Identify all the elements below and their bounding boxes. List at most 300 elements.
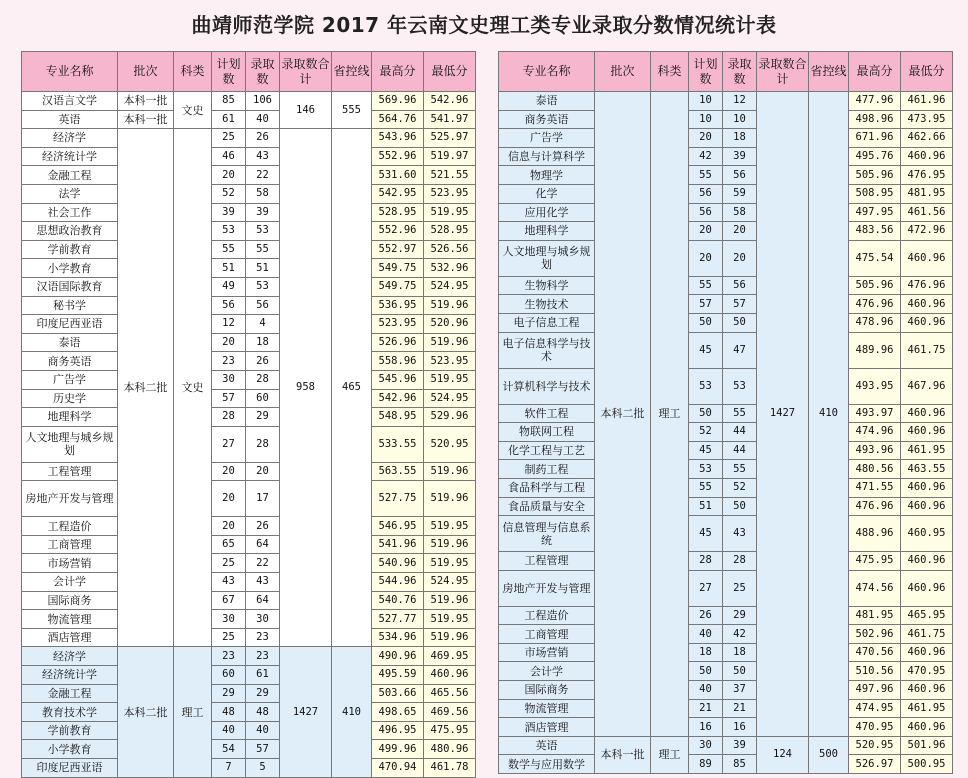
cell-major: 商务英语	[22, 352, 118, 371]
cell-line: 555	[332, 92, 372, 129]
cell-plan: 20	[212, 462, 246, 481]
cell-min: 461.75	[901, 625, 953, 644]
cell-max: 489.96	[849, 332, 901, 368]
cell-max: 498.96	[849, 110, 901, 129]
cell-max: 502.96	[849, 625, 901, 644]
cell-admit: 23	[246, 628, 280, 647]
cell-max: 474.96	[849, 423, 901, 442]
cell-admit: 42	[723, 625, 757, 644]
cell-admit: 55	[723, 460, 757, 479]
cell-admit: 50	[723, 313, 757, 332]
table-row	[22, 591, 476, 610]
cell-plan: 49	[212, 277, 246, 296]
table-row	[499, 295, 953, 314]
table-row	[22, 296, 476, 315]
cell-admit: 29	[723, 606, 757, 625]
cell-major: 人文地理与城乡规划	[22, 426, 118, 462]
table-row	[499, 570, 953, 606]
cell-min: 519.95	[424, 554, 476, 573]
cell-major: 电子信息科学与技术	[499, 332, 595, 368]
cell-total: 146	[280, 92, 332, 129]
cell-max: 493.96	[849, 441, 901, 460]
cell-line: 500	[809, 736, 849, 773]
cell-max: 483.56	[849, 222, 901, 241]
cell-min: 462.66	[901, 129, 953, 148]
header-plan: 计划数	[212, 52, 246, 92]
table-row	[499, 718, 953, 737]
cell-max: 526.96	[372, 333, 424, 352]
cell-min: 460.96	[901, 147, 953, 166]
cell-admit: 43	[246, 147, 280, 166]
cell-major: 学前教育	[22, 721, 118, 740]
cell-admit: 64	[246, 591, 280, 610]
cell-subject: 理工	[651, 92, 689, 737]
table-row	[22, 240, 476, 259]
cell-admit: 39	[246, 203, 280, 222]
header-line: 省控线	[332, 52, 372, 92]
table-row	[22, 92, 476, 111]
cell-plan: 56	[689, 184, 723, 203]
cell-plan: 27	[689, 570, 723, 606]
cell-subject: 理工	[651, 736, 689, 773]
cell-max: 569.96	[372, 92, 424, 111]
cell-max: 520.95	[849, 736, 901, 755]
cell-min: 541.97	[424, 110, 476, 129]
cell-max: 496.95	[372, 721, 424, 740]
cell-admit: 52	[723, 478, 757, 497]
cell-admit: 28	[723, 552, 757, 571]
cell-batch: 本科一批	[118, 110, 174, 129]
right-header-row	[499, 52, 953, 92]
cell-min: 473.95	[901, 110, 953, 129]
cell-admit: 30	[246, 610, 280, 629]
cell-plan: 57	[212, 389, 246, 408]
cell-max: 498.65	[372, 703, 424, 722]
cell-min: 461.95	[901, 699, 953, 718]
cell-plan: 16	[689, 718, 723, 737]
cell-min: 524.95	[424, 389, 476, 408]
cell-plan: 85	[212, 92, 246, 111]
cell-admit: 20	[723, 222, 757, 241]
cell-plan: 50	[689, 404, 723, 423]
cell-admit: 58	[723, 203, 757, 222]
cell-max: 480.56	[849, 460, 901, 479]
cell-major: 金融工程	[22, 684, 118, 703]
cell-min: 542.96	[424, 92, 476, 111]
cell-min: 460.96	[424, 666, 476, 685]
table-row	[22, 517, 476, 536]
cell-max: 552.97	[372, 240, 424, 259]
cell-major: 物联网工程	[499, 423, 595, 442]
cell-max: 548.95	[372, 408, 424, 427]
cell-admit: 55	[723, 404, 757, 423]
cell-batch: 本科一批	[118, 92, 174, 111]
cell-admit: 59	[723, 184, 757, 203]
cell-admit: 28	[246, 370, 280, 389]
cell-min: 524.95	[424, 277, 476, 296]
cell-admit: 50	[723, 662, 757, 681]
header-max: 最高分	[372, 52, 424, 92]
cell-plan: 45	[689, 332, 723, 368]
cell-plan: 45	[689, 516, 723, 552]
cell-plan: 89	[689, 755, 723, 774]
cell-min: 476.95	[901, 166, 953, 185]
table-row	[22, 721, 476, 740]
table-row	[22, 573, 476, 592]
cell-major: 广告学	[22, 370, 118, 389]
right-table-body	[499, 92, 953, 774]
table-row	[499, 606, 953, 625]
cell-admit: 56	[246, 296, 280, 315]
cell-max: 475.54	[849, 240, 901, 276]
cell-plan: 26	[689, 606, 723, 625]
cell-max: 471.55	[849, 478, 901, 497]
table-row	[499, 478, 953, 497]
table-row	[22, 481, 476, 517]
cell-major: 计算机科学与技术	[499, 368, 595, 404]
cell-min: 519.96	[424, 296, 476, 315]
cell-line: 410	[332, 647, 372, 777]
table-row	[499, 736, 953, 755]
cell-major: 软件工程	[499, 404, 595, 423]
cell-min: 461.75	[901, 332, 953, 368]
cell-max: 558.96	[372, 352, 424, 371]
header-total: 录取数合计	[757, 52, 809, 92]
cell-max: 476.96	[849, 295, 901, 314]
cell-major: 印度尼西亚语	[22, 315, 118, 334]
cell-max: 526.97	[849, 755, 901, 774]
cell-min: 519.95	[424, 203, 476, 222]
cell-major: 酒店管理	[499, 718, 595, 737]
cell-major: 历史学	[22, 389, 118, 408]
table-row	[499, 681, 953, 700]
table-row	[22, 352, 476, 371]
table-row	[499, 222, 953, 241]
table-row	[499, 313, 953, 332]
cell-major: 泰语	[499, 92, 595, 111]
cell-plan: 23	[212, 352, 246, 371]
cell-plan: 53	[689, 368, 723, 404]
cell-plan: 12	[212, 315, 246, 334]
cell-major: 经济统计学	[22, 666, 118, 685]
cell-max: 495.76	[849, 147, 901, 166]
header-major: 专业名称	[22, 52, 118, 92]
cell-admit: 25	[723, 570, 757, 606]
cell-plan: 55	[689, 166, 723, 185]
cell-plan: 57	[689, 295, 723, 314]
cell-min: 460.96	[901, 423, 953, 442]
cell-major: 房地产开发与管理	[22, 481, 118, 517]
cell-major: 数学与应用数学	[499, 755, 595, 774]
cell-max: 481.95	[849, 606, 901, 625]
cell-max: 475.95	[849, 552, 901, 571]
cell-max: 478.96	[849, 313, 901, 332]
table-row	[499, 332, 953, 368]
cell-plan: 46	[212, 147, 246, 166]
cell-line: 465	[332, 129, 372, 647]
table-row	[499, 699, 953, 718]
cell-admit: 29	[246, 684, 280, 703]
cell-plan: 20	[212, 333, 246, 352]
right-score-table	[498, 51, 953, 774]
cell-plan: 30	[689, 736, 723, 755]
cell-plan: 20	[689, 129, 723, 148]
cell-plan: 40	[212, 721, 246, 740]
cell-major: 会计学	[22, 573, 118, 592]
cell-plan: 67	[212, 591, 246, 610]
cell-max: 533.55	[372, 426, 424, 462]
cell-min: 476.96	[901, 276, 953, 295]
cell-plan: 55	[212, 240, 246, 259]
cell-major: 信息与计算科学	[499, 147, 595, 166]
table-row	[22, 277, 476, 296]
cell-admit: 28	[246, 426, 280, 462]
cell-plan: 53	[689, 460, 723, 479]
cell-min: 519.96	[424, 628, 476, 647]
cell-plan: 28	[689, 552, 723, 571]
cell-max: 510.56	[849, 662, 901, 681]
cell-major: 广告学	[499, 129, 595, 148]
table-row	[22, 203, 476, 222]
table-row	[22, 222, 476, 241]
cell-min: 525.97	[424, 129, 476, 148]
cell-total: 958	[280, 129, 332, 647]
cell-major: 房地产开发与管理	[499, 570, 595, 606]
cell-min: 519.95	[424, 610, 476, 629]
cell-max: 531.60	[372, 166, 424, 185]
table-row	[22, 666, 476, 685]
cell-min: 460.96	[901, 570, 953, 606]
cell-max: 505.96	[849, 166, 901, 185]
cell-max: 528.95	[372, 203, 424, 222]
cell-min: 467.96	[901, 368, 953, 404]
cell-plan: 20	[689, 222, 723, 241]
cell-admit: 48	[246, 703, 280, 722]
cell-plan: 56	[689, 203, 723, 222]
cell-plan: 28	[212, 408, 246, 427]
cell-admit: 39	[723, 147, 757, 166]
cell-major: 生物科学	[499, 276, 595, 295]
cell-plan: 50	[689, 313, 723, 332]
cell-admit: 37	[723, 681, 757, 700]
page-title: 曲靖师范学院 2017 年云南文史理工类专业录取分数情况统计表	[191, 13, 777, 37]
cell-min: 481.95	[901, 184, 953, 203]
table-row	[499, 147, 953, 166]
cell-max: 542.95	[372, 184, 424, 203]
cell-batch: 本科二批	[595, 92, 651, 737]
table-row	[22, 184, 476, 203]
header-admit: 录取数	[723, 52, 757, 92]
table-row	[22, 535, 476, 554]
table-row	[22, 610, 476, 629]
cell-plan: 52	[689, 423, 723, 442]
table-row	[499, 516, 953, 552]
cell-batch: 本科二批	[118, 647, 174, 777]
cell-max: 470.94	[372, 759, 424, 778]
cell-max: 523.95	[372, 315, 424, 334]
cell-plan: 55	[689, 478, 723, 497]
cell-min: 501.96	[901, 736, 953, 755]
cell-max: 552.96	[372, 222, 424, 241]
cell-max: 534.96	[372, 628, 424, 647]
header-batch: 批次	[595, 52, 651, 92]
cell-major: 食品质量与安全	[499, 497, 595, 516]
cell-admit: 50	[723, 497, 757, 516]
cell-max: 540.76	[372, 591, 424, 610]
cell-min: 469.56	[424, 703, 476, 722]
cell-major: 化学工程与工艺	[499, 441, 595, 460]
cell-plan: 25	[212, 554, 246, 573]
cell-max: 470.95	[849, 718, 901, 737]
table-row	[22, 129, 476, 148]
cell-major: 教育技术学	[22, 703, 118, 722]
cell-admit: 43	[246, 573, 280, 592]
cell-subject: 理工	[174, 647, 212, 777]
cell-max: 544.96	[372, 573, 424, 592]
cell-min: 519.95	[424, 370, 476, 389]
cell-min: 519.97	[424, 147, 476, 166]
cell-max: 549.75	[372, 259, 424, 278]
cell-min: 461.95	[901, 441, 953, 460]
cell-max: 542.96	[372, 389, 424, 408]
cell-plan: 40	[689, 625, 723, 644]
cell-plan: 54	[212, 740, 246, 759]
cell-admit: 18	[723, 129, 757, 148]
cell-admit: 53	[723, 368, 757, 404]
header-min: 最低分	[901, 52, 953, 92]
cell-admit: 64	[246, 535, 280, 554]
cell-admit: 55	[246, 240, 280, 259]
cell-admit: 53	[246, 277, 280, 296]
cell-plan: 21	[689, 699, 723, 718]
table-row	[22, 759, 476, 778]
table-row	[22, 462, 476, 481]
table-row	[499, 184, 953, 203]
table-row	[22, 740, 476, 759]
cell-major: 物流管理	[499, 699, 595, 718]
cell-admit: 16	[723, 718, 757, 737]
cell-plan: 51	[689, 497, 723, 516]
cell-plan: 40	[689, 681, 723, 700]
cell-max: 543.96	[372, 129, 424, 148]
cell-min: 475.95	[424, 721, 476, 740]
cell-admit: 40	[246, 110, 280, 129]
cell-admit: 4	[246, 315, 280, 334]
cell-major: 国际商务	[22, 591, 118, 610]
cell-admit: 23	[246, 647, 280, 666]
cell-total: 1427	[757, 92, 809, 737]
cell-batch: 本科二批	[118, 129, 174, 647]
cell-plan: 51	[212, 259, 246, 278]
cell-min: 529.96	[424, 408, 476, 427]
cell-min: 524.95	[424, 573, 476, 592]
cell-major: 工程造价	[499, 606, 595, 625]
cell-major: 地理科学	[22, 408, 118, 427]
cell-min: 519.96	[424, 462, 476, 481]
cell-min: 520.96	[424, 315, 476, 334]
cell-plan: 43	[212, 573, 246, 592]
cell-major: 工程造价	[22, 517, 118, 536]
cell-admit: 44	[723, 441, 757, 460]
cell-max: 527.77	[372, 610, 424, 629]
table-row	[22, 259, 476, 278]
cell-major: 印度尼西亚语	[22, 759, 118, 778]
cell-max: 552.96	[372, 147, 424, 166]
header-subject: 科类	[651, 52, 689, 92]
cell-major: 工程管理	[499, 552, 595, 571]
cell-max: 505.96	[849, 276, 901, 295]
cell-min: 523.95	[424, 184, 476, 203]
cell-major: 工商管理	[499, 625, 595, 644]
table-row	[499, 643, 953, 662]
table-row	[499, 203, 953, 222]
cell-min: 460.96	[901, 313, 953, 332]
cell-plan: 60	[212, 666, 246, 685]
cell-min: 519.96	[424, 481, 476, 517]
cell-max: 490.96	[372, 647, 424, 666]
cell-major: 经济学	[22, 129, 118, 148]
cell-max: 540.96	[372, 554, 424, 573]
cell-max: 497.96	[849, 681, 901, 700]
header-admit: 录取数	[246, 52, 280, 92]
cell-max: 493.95	[849, 368, 901, 404]
cell-min: 519.96	[424, 591, 476, 610]
cell-min: 465.56	[424, 684, 476, 703]
cell-min: 523.95	[424, 352, 476, 371]
cell-plan: 25	[212, 628, 246, 647]
table-row	[499, 368, 953, 404]
cell-max: 546.95	[372, 517, 424, 536]
cell-plan: 20	[212, 517, 246, 536]
cell-admit: 44	[723, 423, 757, 442]
cell-admit: 47	[723, 332, 757, 368]
cell-major: 人文地理与城乡规划	[499, 240, 595, 276]
cell-plan: 23	[212, 647, 246, 666]
cell-admit: 29	[246, 408, 280, 427]
cell-min: 500.95	[901, 755, 953, 774]
cell-admit: 22	[246, 554, 280, 573]
cell-max: 527.75	[372, 481, 424, 517]
cell-plan: 27	[212, 426, 246, 462]
cell-admit: 12	[723, 92, 757, 111]
left-table-body	[22, 92, 476, 778]
cell-max: 495.59	[372, 666, 424, 685]
cell-admit: 53	[246, 222, 280, 241]
cell-admit: 61	[246, 666, 280, 685]
cell-major: 地理科学	[499, 222, 595, 241]
cell-line: 410	[809, 92, 849, 737]
cell-min: 469.95	[424, 647, 476, 666]
table-row	[499, 460, 953, 479]
table-row	[499, 166, 953, 185]
cell-max: 477.96	[849, 92, 901, 111]
cell-admit: 10	[723, 110, 757, 129]
cell-plan: 48	[212, 703, 246, 722]
cell-admit: 60	[246, 389, 280, 408]
cell-max: 474.56	[849, 570, 901, 606]
cell-major: 金融工程	[22, 166, 118, 185]
table-row	[499, 497, 953, 516]
cell-major: 化学	[499, 184, 595, 203]
cell-major: 物流管理	[22, 610, 118, 629]
cell-max: 563.55	[372, 462, 424, 481]
table-row	[499, 662, 953, 681]
cell-admit: 40	[246, 721, 280, 740]
cell-max: 493.97	[849, 404, 901, 423]
cell-total: 124	[757, 736, 809, 773]
cell-major: 秘书学	[22, 296, 118, 315]
table-row	[499, 110, 953, 129]
